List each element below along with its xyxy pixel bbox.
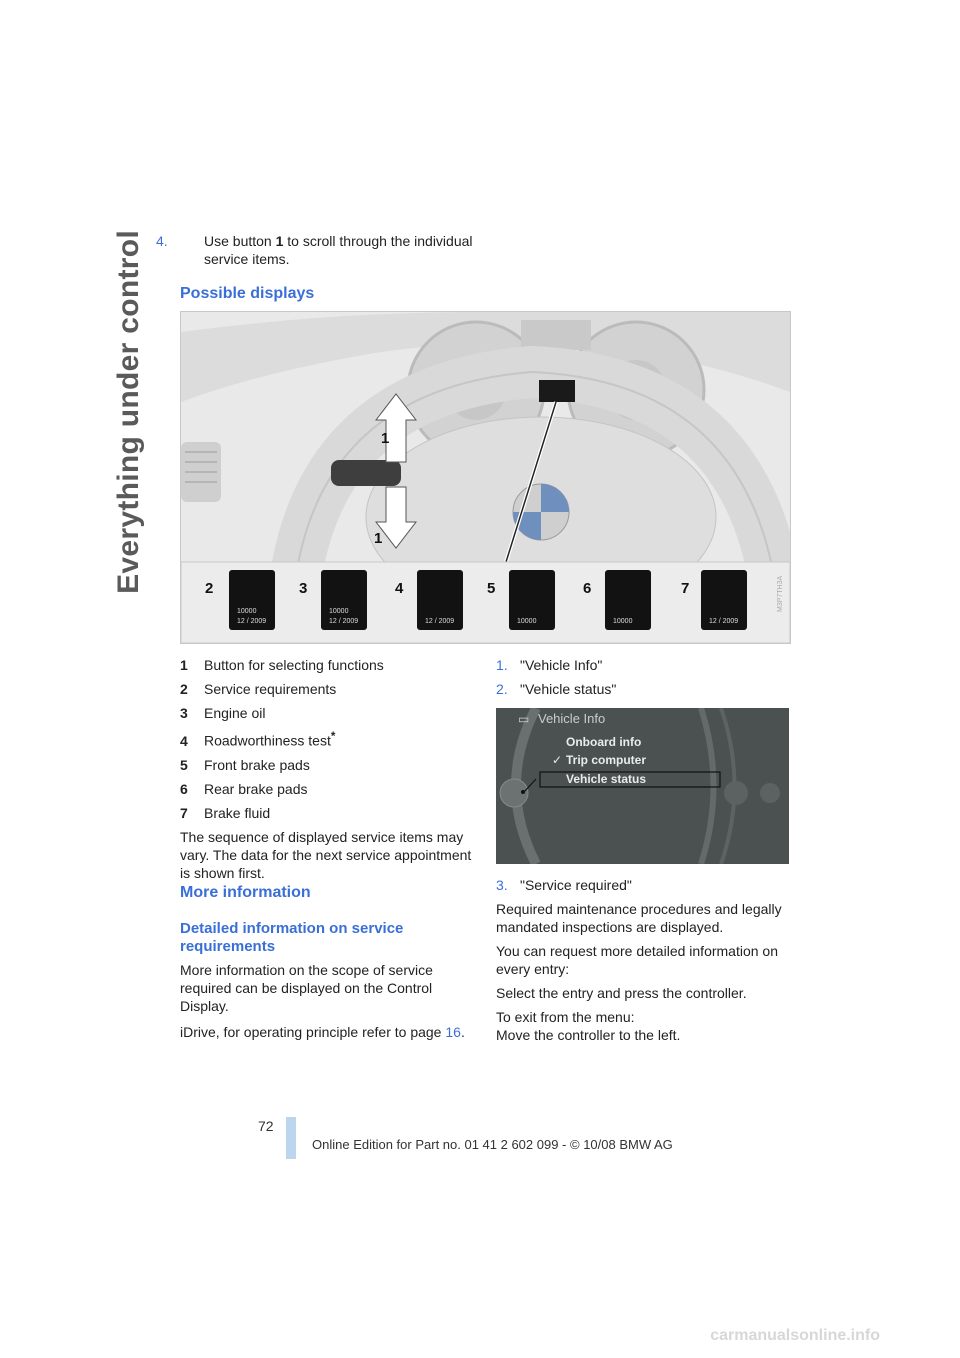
paragraph: You can request more detailed information on every entry: xyxy=(496,943,778,977)
legend-item: 6 Rear brake pads xyxy=(180,780,308,797)
heading-possible-displays: Possible displays xyxy=(180,285,315,302)
legend-item: 4 Roadworthiness test* xyxy=(180,730,336,749)
exit-line-2: Move the controller to the left. xyxy=(496,1027,681,1043)
step-4: 4. Use button 1 to scroll through the individual service items. xyxy=(156,233,473,267)
side-title: Everything under control xyxy=(112,230,145,594)
idrive-reference: iDrive, for operating principle refer to page 16. xyxy=(180,1024,465,1040)
legend-item: 7 Brake fluid xyxy=(180,804,271,821)
step-item: 1. "Vehicle Info" xyxy=(496,657,603,673)
figure-label-1-down: 1 xyxy=(374,530,383,547)
figure-label-4: 4 xyxy=(395,580,404,597)
legend-item: 3 Engine oil xyxy=(180,705,266,721)
watermark: carmanualsonline.info xyxy=(710,1327,880,1344)
display-value: 12 / 2009 xyxy=(237,618,267,625)
exit-line-1: To exit from the menu: xyxy=(496,1009,635,1025)
menu-item-trip-computer[interactable]: Trip computer xyxy=(566,753,647,767)
legend-item: 1 Button for selecting functions xyxy=(180,657,384,673)
legend-item: 5 Front brake pads xyxy=(180,756,310,773)
figure-label-2: 2 xyxy=(205,580,214,597)
display-value: 10000 xyxy=(613,618,633,625)
paragraph: Select the entry and press the controller. xyxy=(496,985,747,1001)
figure-label-3: 3 xyxy=(299,580,308,597)
display-value: 10000 xyxy=(237,608,257,615)
figure-label-5: 5 xyxy=(487,580,496,597)
figure-code: M3P7TH3A xyxy=(777,575,784,612)
right-column-text xyxy=(496,876,796,1050)
legend-item: 2 Service requirements xyxy=(180,681,337,697)
sequence-note: The sequence of displayed service items may vary. The data for the next service appointment is shown first. xyxy=(180,828,472,881)
step-number: 4. xyxy=(156,233,168,249)
display-value: 12 / 2009 xyxy=(329,618,359,625)
legend-list xyxy=(180,656,480,888)
display-value: 12 / 2009 xyxy=(425,618,455,625)
figure-label-7: 7 xyxy=(681,580,690,597)
steering-wheel-illustration xyxy=(181,312,790,643)
figure-label-1-up: 1 xyxy=(381,430,390,447)
step-item: 2. "Vehicle status" xyxy=(496,681,617,697)
page-number: 72 xyxy=(258,1118,274,1134)
menu-item-vehicle-status[interactable]: Vehicle status xyxy=(566,772,647,786)
paragraph: Required maintenance procedures and legally mandated inspections are displayed. xyxy=(496,901,782,935)
heading-more-information: More information xyxy=(180,884,311,901)
screen-title-icon: ▭ xyxy=(518,712,530,726)
display-value: 10000 xyxy=(517,618,537,625)
checkmark-icon: ✓ xyxy=(552,753,563,767)
step-item: 3. "Service required" xyxy=(496,877,632,893)
footer-text: Online Edition for Part no. 01 41 2 602 099 - © 10/08 BMW AG xyxy=(312,1137,673,1152)
menu-item-onboard-info[interactable]: Onboard info xyxy=(566,735,642,749)
screen-title: Vehicle Info xyxy=(538,711,606,726)
footer-bar xyxy=(286,1117,296,1159)
screen-background xyxy=(496,708,789,864)
page-link[interactable]: 16 xyxy=(445,1024,461,1040)
figure-label-6: 6 xyxy=(583,580,592,597)
heading-detailed-information: Detailed information on service requirements xyxy=(180,920,404,955)
steps-right xyxy=(496,656,796,704)
display-value: 12 / 2009 xyxy=(709,618,739,625)
display-value: 10000 xyxy=(329,608,349,615)
more-text: More information on the scope of service required can be displayed on the Control Display. xyxy=(180,962,433,1014)
steering-wheel-figure xyxy=(180,311,791,644)
control-display-screenshot xyxy=(496,708,789,864)
